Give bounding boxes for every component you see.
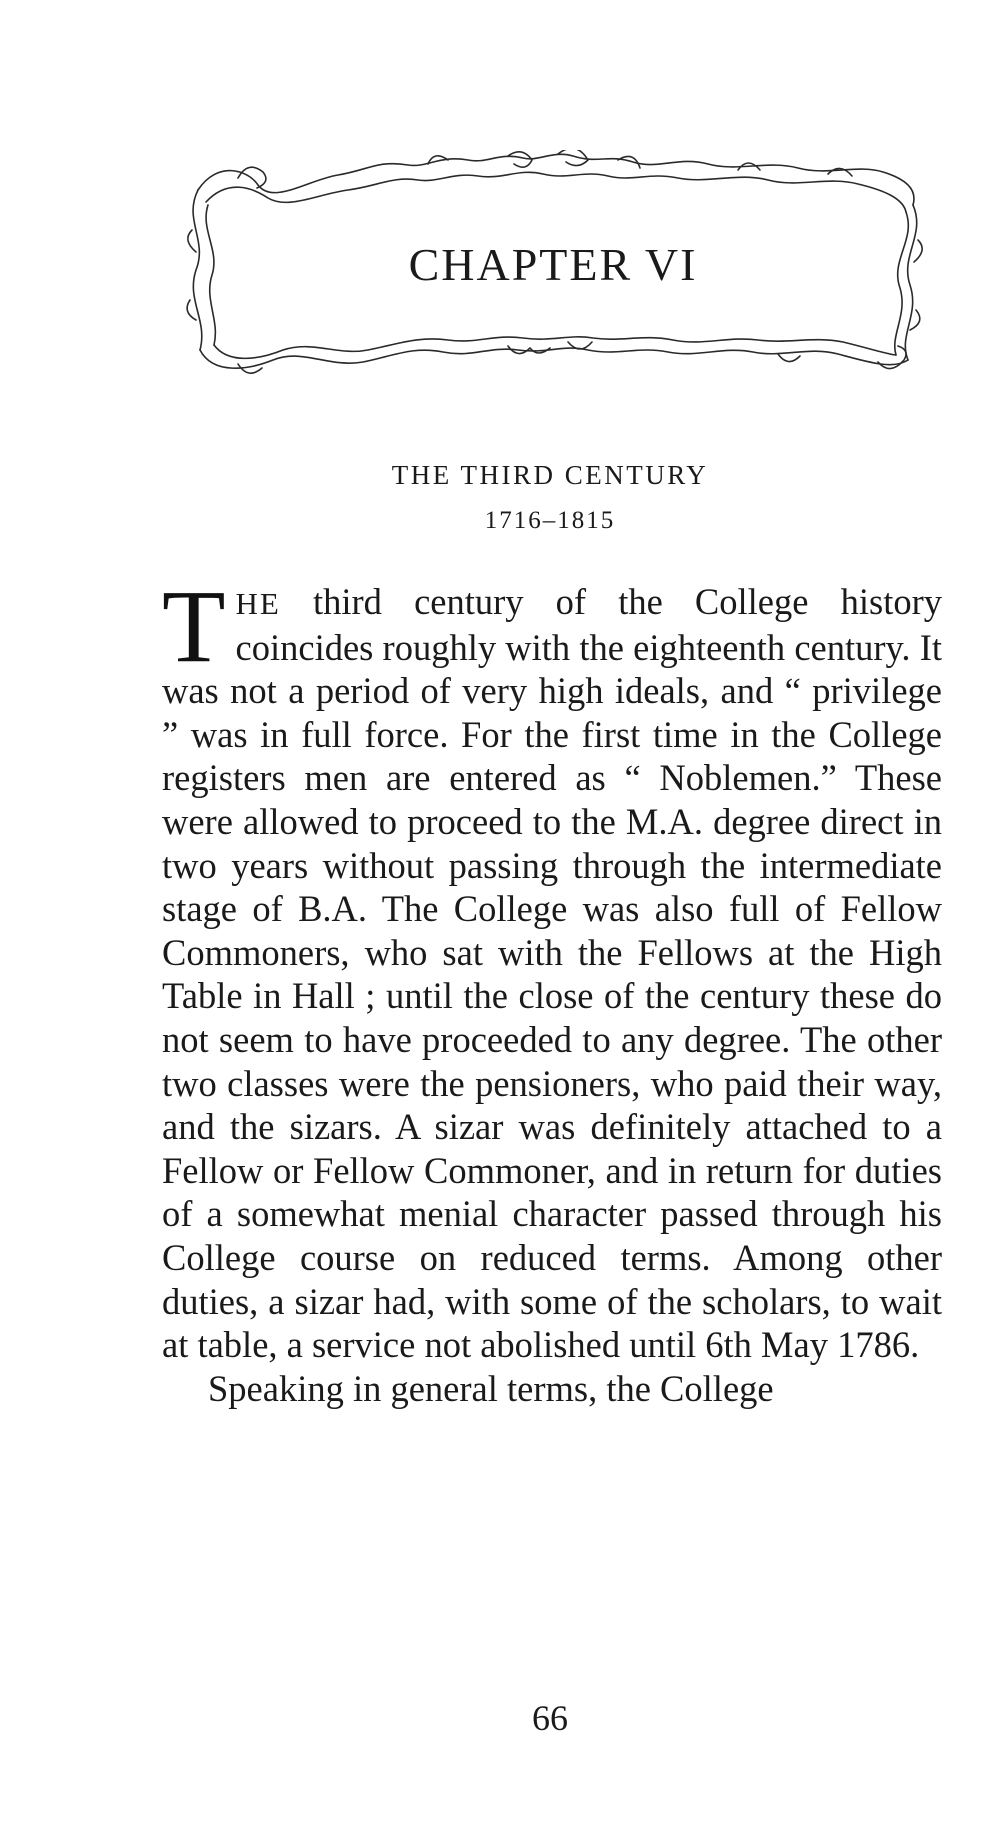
paragraph-2-text: Speaking in general terms, the College bbox=[208, 1367, 774, 1409]
paragraph-2 bbox=[162, 1367, 942, 1411]
drop-cap: T bbox=[162, 569, 226, 684]
first-word-rest: HE bbox=[235, 586, 281, 621]
paragraph-1-text: third century of the College history coincides roughly with the eighteenth century. It was not a period of very high ideals, and “ privilege ” was in full force. For the first time in the College registers men are entered as “ Noblemen.” These were allowed to proceed to the M.A. degree direct in two years without passing through the intermediate stage of B.A. The College was also full of Fellow Commoners, who sat with the Fellows at the High Table in Hall ; until the close of the century these do not seem to have proceeded to any degree. The other two classes were the pensioners, who paid their way, and the sizars. A sizar was definitely attached to a Fellow or Fellow Commoner, and in return for duties of a somewhat menial character passed through his College course on reduced terms. Among other duties, a sizar had, with some of the scholars, to wait at table, a service not abolished until 6th May 1786. bbox=[162, 581, 942, 1366]
body-text bbox=[162, 569, 942, 1410]
section-years: 1716–1815 bbox=[484, 507, 616, 534]
chapter-title: CHAPTER VI bbox=[408, 239, 698, 290]
page-number: 66 bbox=[532, 1698, 568, 1738]
paragraph-1 bbox=[162, 569, 942, 1367]
section-title: THE THIRD CENTURY bbox=[391, 460, 709, 490]
